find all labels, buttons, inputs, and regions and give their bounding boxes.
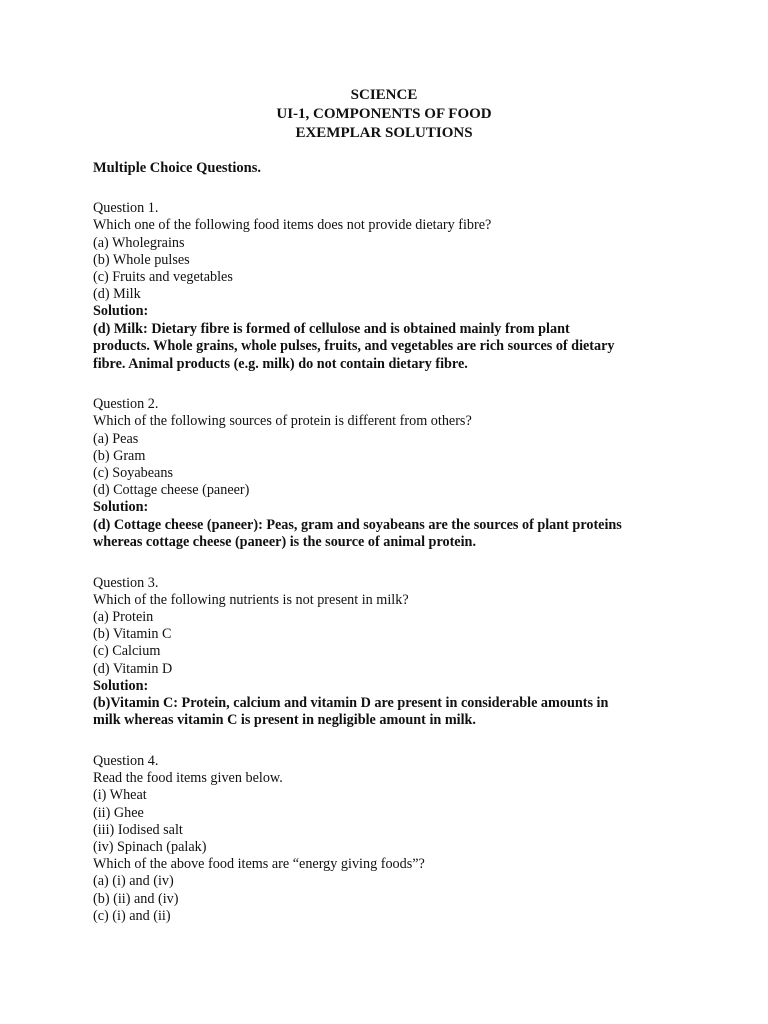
solution-text: (d) Milk: Dietary fibre is formed of cellulose and is obtained mainly from plant [93, 320, 570, 337]
question-text: Which one of the following food items does not provide dietary fibre? [93, 217, 492, 234]
question-text-2: Which of the above food items are “energy giving foods”? [93, 856, 425, 873]
option: (c) Soyabeans [93, 464, 173, 481]
option: (a) Peas [93, 430, 139, 447]
document-title-block [0, 86, 768, 143]
question-number: Question 1. [93, 200, 159, 217]
question-1 [93, 200, 683, 373]
food-item: (i) Wheat [93, 787, 147, 804]
option: (a) Protein [93, 608, 154, 625]
option: (a) Wholegrains [93, 234, 185, 251]
subject-title: SCIENCE [350, 87, 418, 103]
option: (a) (i) and (iv) [93, 873, 174, 890]
solution-label: Solution: [93, 303, 149, 320]
option: (c) Calcium [93, 643, 161, 660]
solution-text: products. Whole grains, whole pulses, fruits, and vegetables are rich sources of dietary [93, 338, 615, 355]
question-number: Question 4. [93, 752, 159, 769]
solution-text: (d) Cottage cheese (paneer): Peas, gram and soyabeans are the sources of plant proteins [93, 516, 622, 533]
unit-title: UI-1, COMPONENTS OF FOOD [276, 106, 492, 122]
option: (c) Fruits and vegetables [93, 269, 233, 286]
option: (d) Cottage cheese (paneer) [93, 482, 250, 499]
question-4 [93, 753, 683, 925]
document-content [93, 160, 683, 925]
question-number: Question 3. [93, 574, 159, 591]
solution-label: Solution: [93, 677, 149, 694]
solution-text: milk whereas vitamin C is present in negligible amount in milk. [93, 712, 476, 729]
question-3 [93, 575, 683, 730]
question-number: Question 2. [93, 396, 159, 413]
section-heading: Multiple Choice Questions. [93, 160, 261, 176]
option: (d) Milk [93, 286, 141, 303]
food-item: (iii) Iodised salt [93, 821, 183, 838]
option: (b) (ii) and (iv) [93, 890, 179, 907]
question-text: Which of the following nutrients is not present in milk? [93, 591, 409, 608]
food-item: (ii) Ghee [93, 804, 144, 821]
question-text: Read the food items given below. [93, 770, 283, 787]
solution-text: (b)Vitamin C: Protein, calcium and vitamin D are present in considerable amounts in [93, 694, 609, 711]
option: (b) Gram [93, 447, 146, 464]
option: (b) Whole pulses [93, 251, 190, 268]
option: (d) Vitamin D [93, 660, 173, 677]
question-text: Which of the following sources of protein is different from others? [93, 413, 472, 430]
solution-text: whereas cottage cheese (paneer) is the source of animal protein. [93, 534, 476, 551]
document-subtitle: EXEMPLAR SOLUTIONS [295, 125, 473, 141]
option: (b) Vitamin C [93, 626, 172, 643]
solution-label: Solution: [93, 499, 149, 516]
solution-text: fibre. Animal products (e.g. milk) do not contain dietary fibre. [93, 355, 468, 372]
question-2 [93, 396, 683, 551]
option: (c) (i) and (ii) [93, 907, 171, 924]
food-item: (iv) Spinach (palak) [93, 838, 207, 855]
